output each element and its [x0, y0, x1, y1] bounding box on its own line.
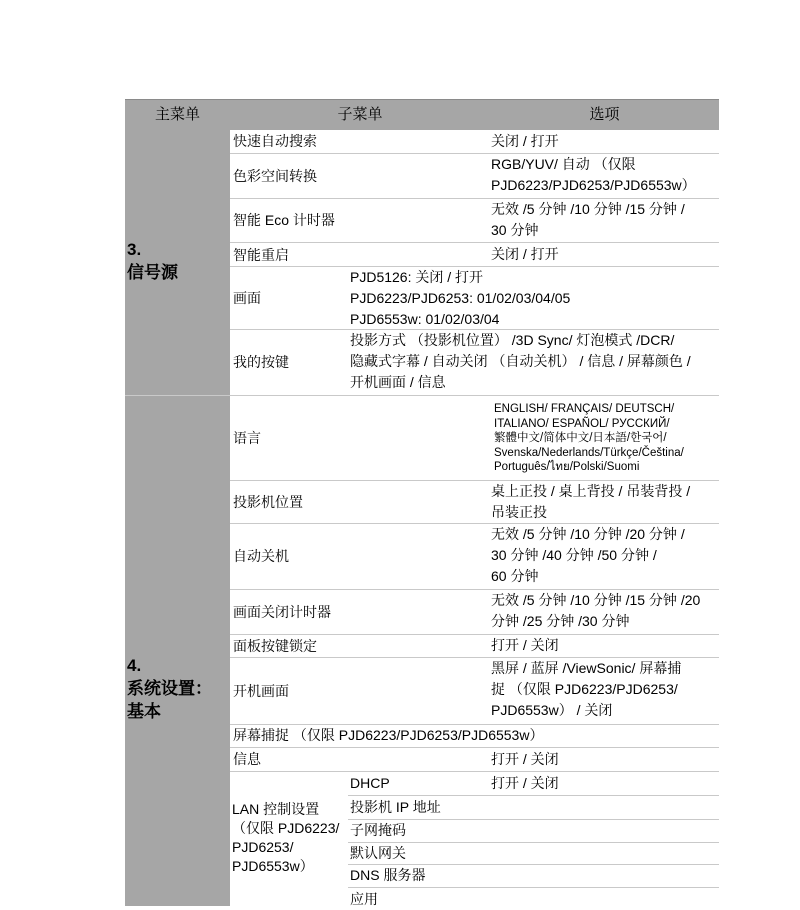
header-submenu: 子菜单: [337, 106, 383, 123]
row-option-picture: PJD5126: 关闭 / 打开 PJD6223/PJD6253: 01/02/03/04/05 PJD6553w: 01/02/03/04: [350, 269, 571, 327]
row-sub-quick-search: 快速自动搜索: [233, 133, 317, 149]
lan-item-dns: DNS 服务器: [350, 867, 426, 883]
lan-item-gateway: 默认网关: [350, 845, 406, 861]
row-sub-blank-timer: 画面关闭计时器: [233, 604, 331, 620]
row-option-projector-position: 桌上正投 / 桌上背投 / 吊装背投 / 吊装正投: [491, 483, 691, 520]
row-sub-language: 语言: [233, 430, 261, 446]
row-option-startup-screen: 黑屏 / 蓝屏 /ViewSonic/ 屏幕捕 捉 （仅限 PJD6223/PJD6253/ PJD6553w） / 关闭: [491, 660, 682, 718]
row-option-panel-key-lock: 打开 / 关闭: [491, 637, 559, 653]
row-sub-auto-off: 自动关机: [233, 548, 289, 564]
row-sub-panel-key-lock: 面板按键锁定: [233, 638, 317, 654]
row-sub-information: 信息: [233, 751, 261, 767]
row-option-my-button: 投影方式 （投影机位置） /3D Sync/ 灯泡模式 /DCR/ 隐藏式字幕 / 自动关闭 （自动关机） / 信息 / 屏幕颜色 / 开机画面 / 信息: [350, 332, 691, 390]
row-sub-my-button: 我的按键: [233, 354, 289, 370]
row-sub-projector-position: 投影机位置: [233, 494, 303, 510]
row-sub-smart-restart: 智能重启: [233, 247, 289, 263]
lan-item-subnet-mask: 子网掩码: [350, 822, 406, 838]
row-sub-eco-timer: 智能 Eco 计时器: [233, 212, 335, 228]
row-sub-startup-screen: 开机画面: [233, 683, 289, 699]
row-option-information: 打开 / 关闭: [491, 751, 559, 767]
row-option-blank-timer: 无效 /5 分钟 /10 分钟 /15 分钟 /20 分钟 /25 分钟 /30 分钟: [491, 592, 701, 629]
row-sub-lan-control: LAN 控制设置 （仅限 PJD6223/ PJD6253/ PJD6553w）: [232, 801, 340, 874]
row-sub-screen-capture: 屏幕捕捉 （仅限 PJD6223/PJD6253/PJD6553w）: [233, 727, 544, 743]
row-sub-picture: 画面: [233, 290, 261, 306]
menu-signal-source: 3. 信号源: [127, 240, 178, 282]
header-menu: 主菜单: [154, 106, 200, 123]
row-option-eco-timer: 无效 /5 分钟 /10 分钟 /15 分钟 / 30 分钟: [491, 201, 685, 238]
lan-option-dhcp: 打开 / 关闭: [491, 775, 559, 791]
row-option-quick-search: 关闭 / 打开: [491, 133, 559, 149]
lan-item-ip-address: 投影机 IP 地址: [350, 799, 441, 815]
lan-item-apply: 应用: [350, 891, 378, 907]
row-option-language: ENGLISH/ FRANÇAIS/ DEUTSCH/ ITALIANO/ ESPAÑOL/ РУССКИЙ/ 繁體中文/简体中文/日本語/한국어/ Svenska/Nederlands/Türkçe/Čeština/ Português/ไทย/Polski/Suomi: [494, 403, 684, 474]
row-option-auto-off: 无效 /5 分钟 /10 分钟 /20 分钟 / 30 分钟 /40 分钟 /50 分钟 / 60 分钟: [491, 526, 685, 584]
lan-item-dhcp: DHCP: [350, 775, 390, 791]
row-option-color-space: RGB/YUV/ 自动 （仅限 PJD6223/PJD6253/PJD6553w）: [491, 156, 696, 193]
row-option-smart-restart: 关闭 / 打开: [491, 246, 559, 262]
menu-system-basic: 4. 系统设置： 基本: [127, 656, 212, 721]
row-sub-color-space: 色彩空间转换: [233, 168, 317, 184]
header-option: 选项: [589, 106, 620, 123]
